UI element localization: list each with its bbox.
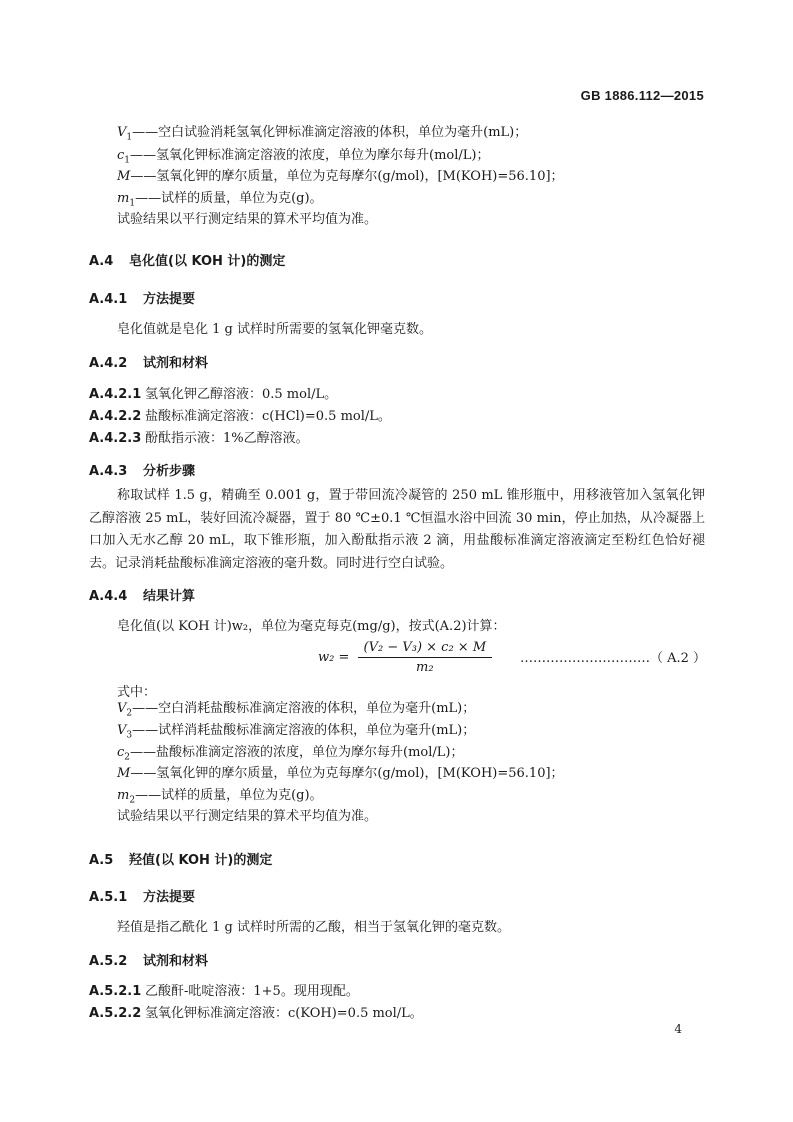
- reagent-item: A.5.2.2 氢氧化钾标准滴定溶液：c(KOH)=0.5 mol/L。: [89, 1006, 423, 1021]
- subsection-heading-a4-4: A.4.4 结果计算: [89, 589, 196, 604]
- conclusion-text: 试验结果以平行测定结果的算术平均值为准。: [117, 212, 378, 227]
- subsection-heading-a4-1: A.4.1 方法提要: [89, 292, 196, 307]
- standard-id: GB 1886.112—2015: [580, 88, 704, 103]
- formula-intro: 皂化值(以 KOH 计)w₂，单位为毫克每克(mg/g)，按式(A.2)计算：: [117, 619, 506, 634]
- page-number: 4: [674, 1022, 682, 1036]
- where-label: 式中：: [117, 685, 157, 700]
- reagent-item: A.4.2.1 氢氧化钾乙醇溶液：0.5 mol/L。: [89, 387, 338, 402]
- formula-denominator: m₂: [416, 660, 434, 675]
- reagent-item: A.5.2.1 乙酸酐-吡啶溶液：1+5。现用现配。: [89, 984, 359, 999]
- section-heading-a5: A.5 羟值(以 KOH 计)的测定: [89, 853, 273, 868]
- formula-fraction: [358, 640, 493, 675]
- def-line: $V_1——$空白试验消耗氢氧化钾标准滴定溶液的体积，单位为毫升(mL)；: [117, 125, 528, 143]
- reagent-item: A.4.2.3 酚酞指示液：1%乙醇溶液。: [89, 431, 309, 446]
- subsection-heading-a4-3: A.4.3 分析步骤: [89, 464, 196, 479]
- subsection-heading-a5-1: A.5.1 方法提要: [89, 890, 196, 905]
- def-line: $c_1——$氢氧化钾标准滴定溶液的浓度，单位为摩尔每升(mol/L)；: [117, 148, 490, 166]
- conclusion-text: 试验结果以平行测定结果的算术平均值为准。: [117, 809, 378, 824]
- def-line: $m_1——$试样的质量，单位为克(g)。: [117, 191, 323, 209]
- def-line: M——氢氧化钾的摩尔质量，单位为克每摩尔(g/mol)，[M(KOH)=56.10]；: [117, 766, 564, 781]
- equation-number: …………………………（ A.2 ）: [520, 651, 707, 666]
- def-line: $V_2——$空白消耗盐酸标准滴定溶液的体积，单位为毫升(mL)；: [117, 701, 476, 719]
- section-heading-a4: A.4 皂化值(以 KOH 计)的测定: [89, 254, 286, 269]
- formula: [318, 640, 492, 675]
- def-line: $m_2——$试样的质量，单位为克(g)。: [117, 788, 323, 806]
- paragraph-text: 皂化值就是皂化 1 g 试样时所需要的氢氧化钾毫克数。: [117, 322, 432, 337]
- subsection-heading-a4-2: A.4.2 试剂和材料: [89, 356, 209, 371]
- formula-lhs: w₂ =: [318, 650, 350, 665]
- reagent-item: A.4.2.2 盐酸标准滴定溶液：c(HCl)=0.5 mol/L。: [89, 409, 391, 424]
- paragraph-text: 羟值是指乙酰化 1 g 试样时所需的乙酸，相当于氢氧化钾的毫克数。: [117, 920, 510, 935]
- formula-numerator: (V₂ − V₃) × c₂ × M: [358, 640, 493, 658]
- def-line: M——氢氧化钾的摩尔质量，单位为克每摩尔(g/mol)，[M(KOH)=56.10]；: [117, 169, 564, 184]
- subsection-heading-a5-2: A.5.2 试剂和材料: [89, 954, 209, 969]
- def-line: $V_3——$试样消耗盐酸标准滴定溶液的体积，单位为毫升(mL)；: [117, 723, 476, 741]
- procedure-paragraph: 称取试样 1.5 g，精确至 0.001 g，置于带回流冷凝管的 250 mL 锥形瓶中，用移液管加入氢氧化钾乙醇溶液 25 mL，装好回流冷凝器，置于 80 ℃±0.1 ℃恒温水浴中回流 30 min，停止加热，从冷凝器上口加入无水乙醇 20 mL，取下锥形瓶，加入酚酞指示液 2 滴，用盐酸标准滴定溶液滴定至粉红色恰好褪去。记录消耗盐酸标准滴定溶液的毫升数。同时进行空白试验。: [89, 488, 705, 571]
- def-line: $c_2——$盐酸标准滴定溶液的浓度，单位为摩尔每升(mol/L)；: [117, 745, 464, 763]
